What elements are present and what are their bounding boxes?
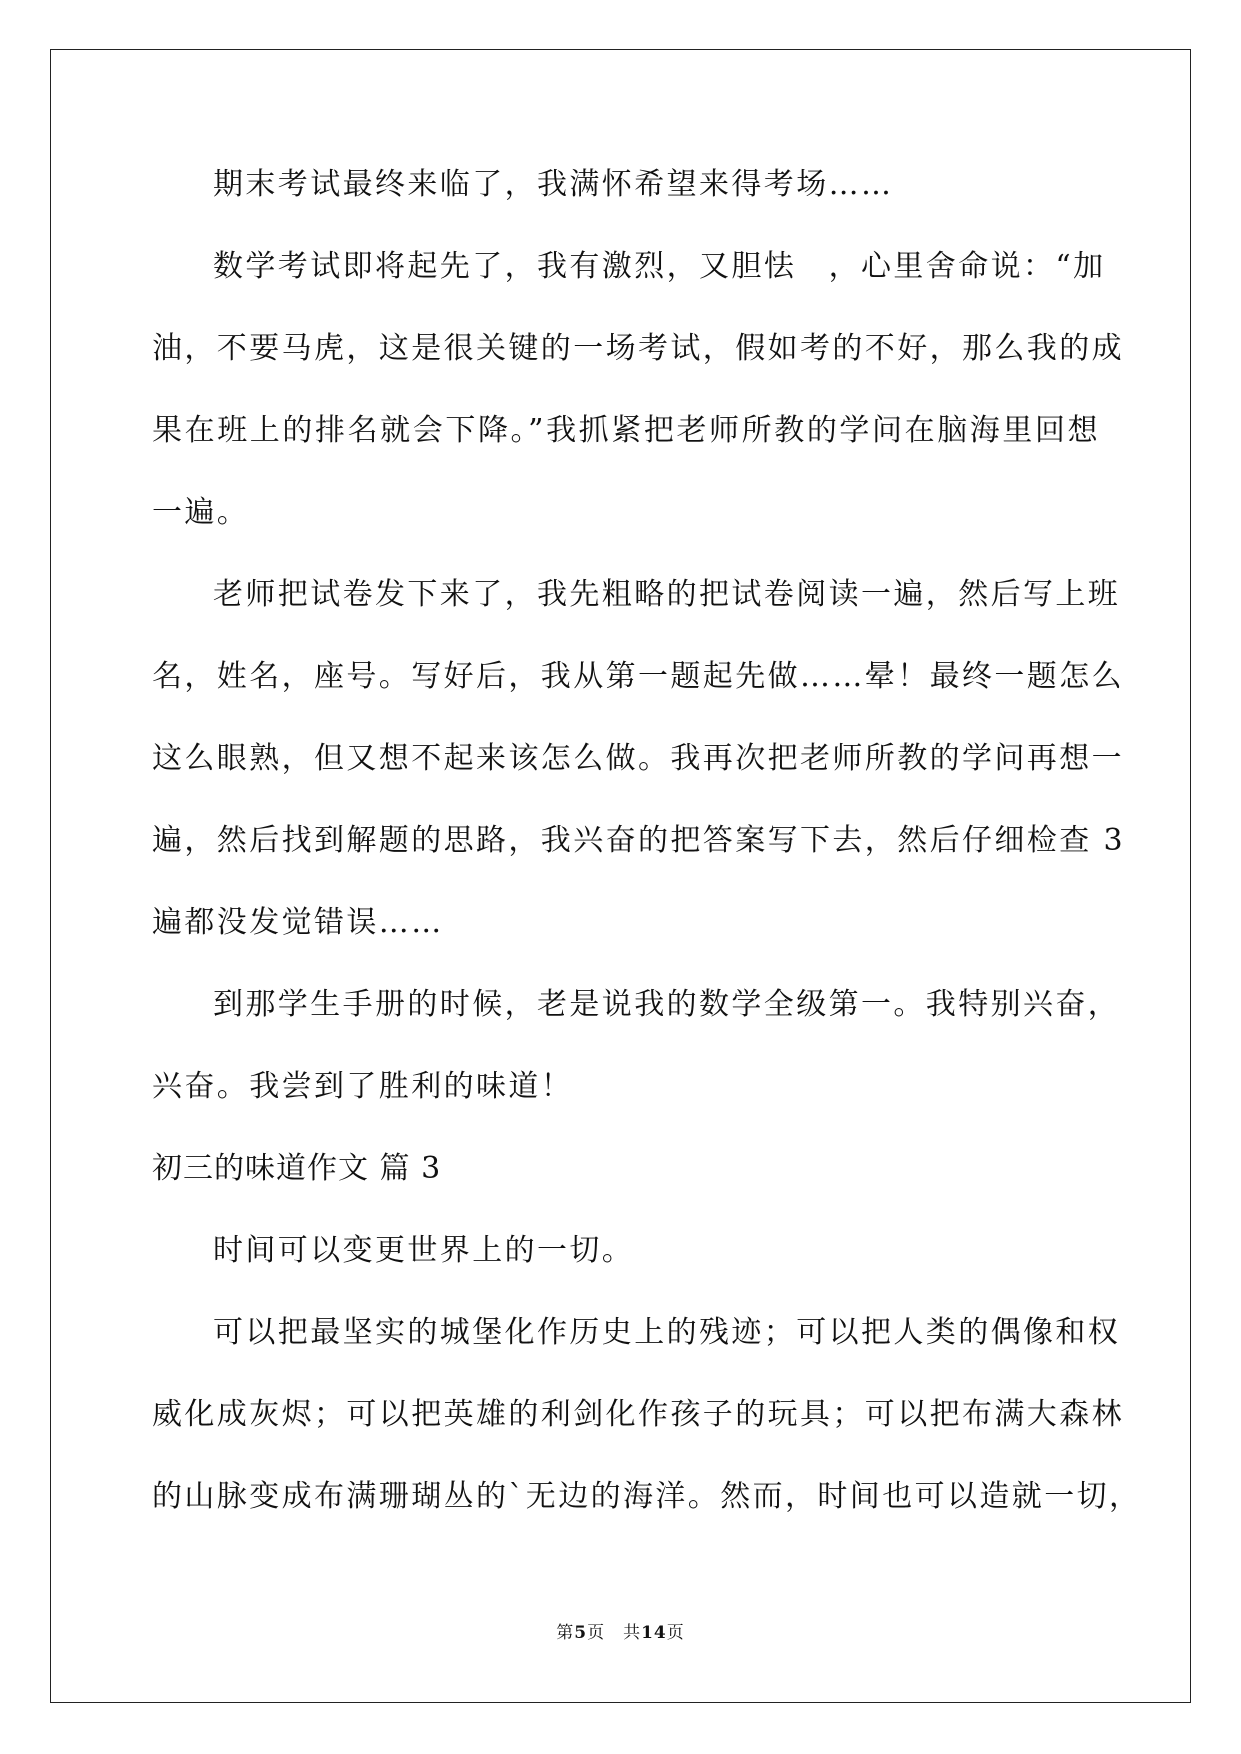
text-line: 数学考试即将起先了，我有激烈，又胆怯 ，心里舍命说：“加	[213, 249, 1106, 284]
text-line: 遍，然后找到解题的思路，我兴奋的把答案写下去，然后仔细检查 3	[152, 823, 1126, 858]
footer-suffix: 页	[666, 1623, 685, 1643]
text-line: 可以把最坚实的城堡化作历史上的残迹；可以把人类的偶像和权	[213, 1315, 1121, 1350]
text-line: 到那学生手册的时候，老是说我的数学全级第一。我特别兴奋，	[213, 987, 1121, 1022]
document-body	[152, 160, 1142, 1554]
text-line: 期末考试最终来临了，我满怀希望来得考场……	[213, 167, 894, 202]
current-page-number: 5	[574, 1623, 588, 1643]
text-line: 果在班上的排名就会下降。”我抓紧把老师所教的学问在脑海里回想	[152, 413, 1100, 448]
text-line: 名，姓名，座号。写好后，我从第一题起先做……晕！最终一题怎么	[152, 659, 1124, 694]
section-heading: 初三的味道作文 篇 3	[152, 1151, 442, 1186]
text-line: 时间可以变更世界上的一切。	[213, 1233, 635, 1268]
text-line: 一遍。	[152, 495, 250, 530]
text-line: 威化成灰烬；可以把英雄的利剑化作孩子的玩具；可以把布满大森林	[152, 1397, 1124, 1432]
text-line: 的山脉变成布满珊瑚丛的`无边的海洋。然而，时间也可以造就一切，	[152, 1479, 1142, 1514]
text-line: 这么眼熟，但又想不起来该怎么做。我再次把老师所教的学问再想一	[152, 741, 1124, 776]
footer-middle: 页 共	[587, 1623, 642, 1643]
text-line: 遍都没发觉错误……	[152, 905, 444, 940]
text-line: 兴奋。我尝到了胜利的味道！	[152, 1069, 574, 1104]
page-footer	[0, 1618, 1241, 1643]
total-page-count: 14	[641, 1623, 667, 1643]
text-line: 老师把试卷发下来了，我先粗略的把试卷阅读一遍，然后写上班	[213, 577, 1121, 612]
footer-prefix: 第	[556, 1623, 575, 1643]
text-line: 油，不要马虎，这是很关键的一场考试，假如考的不好，那么我的成	[152, 331, 1124, 366]
